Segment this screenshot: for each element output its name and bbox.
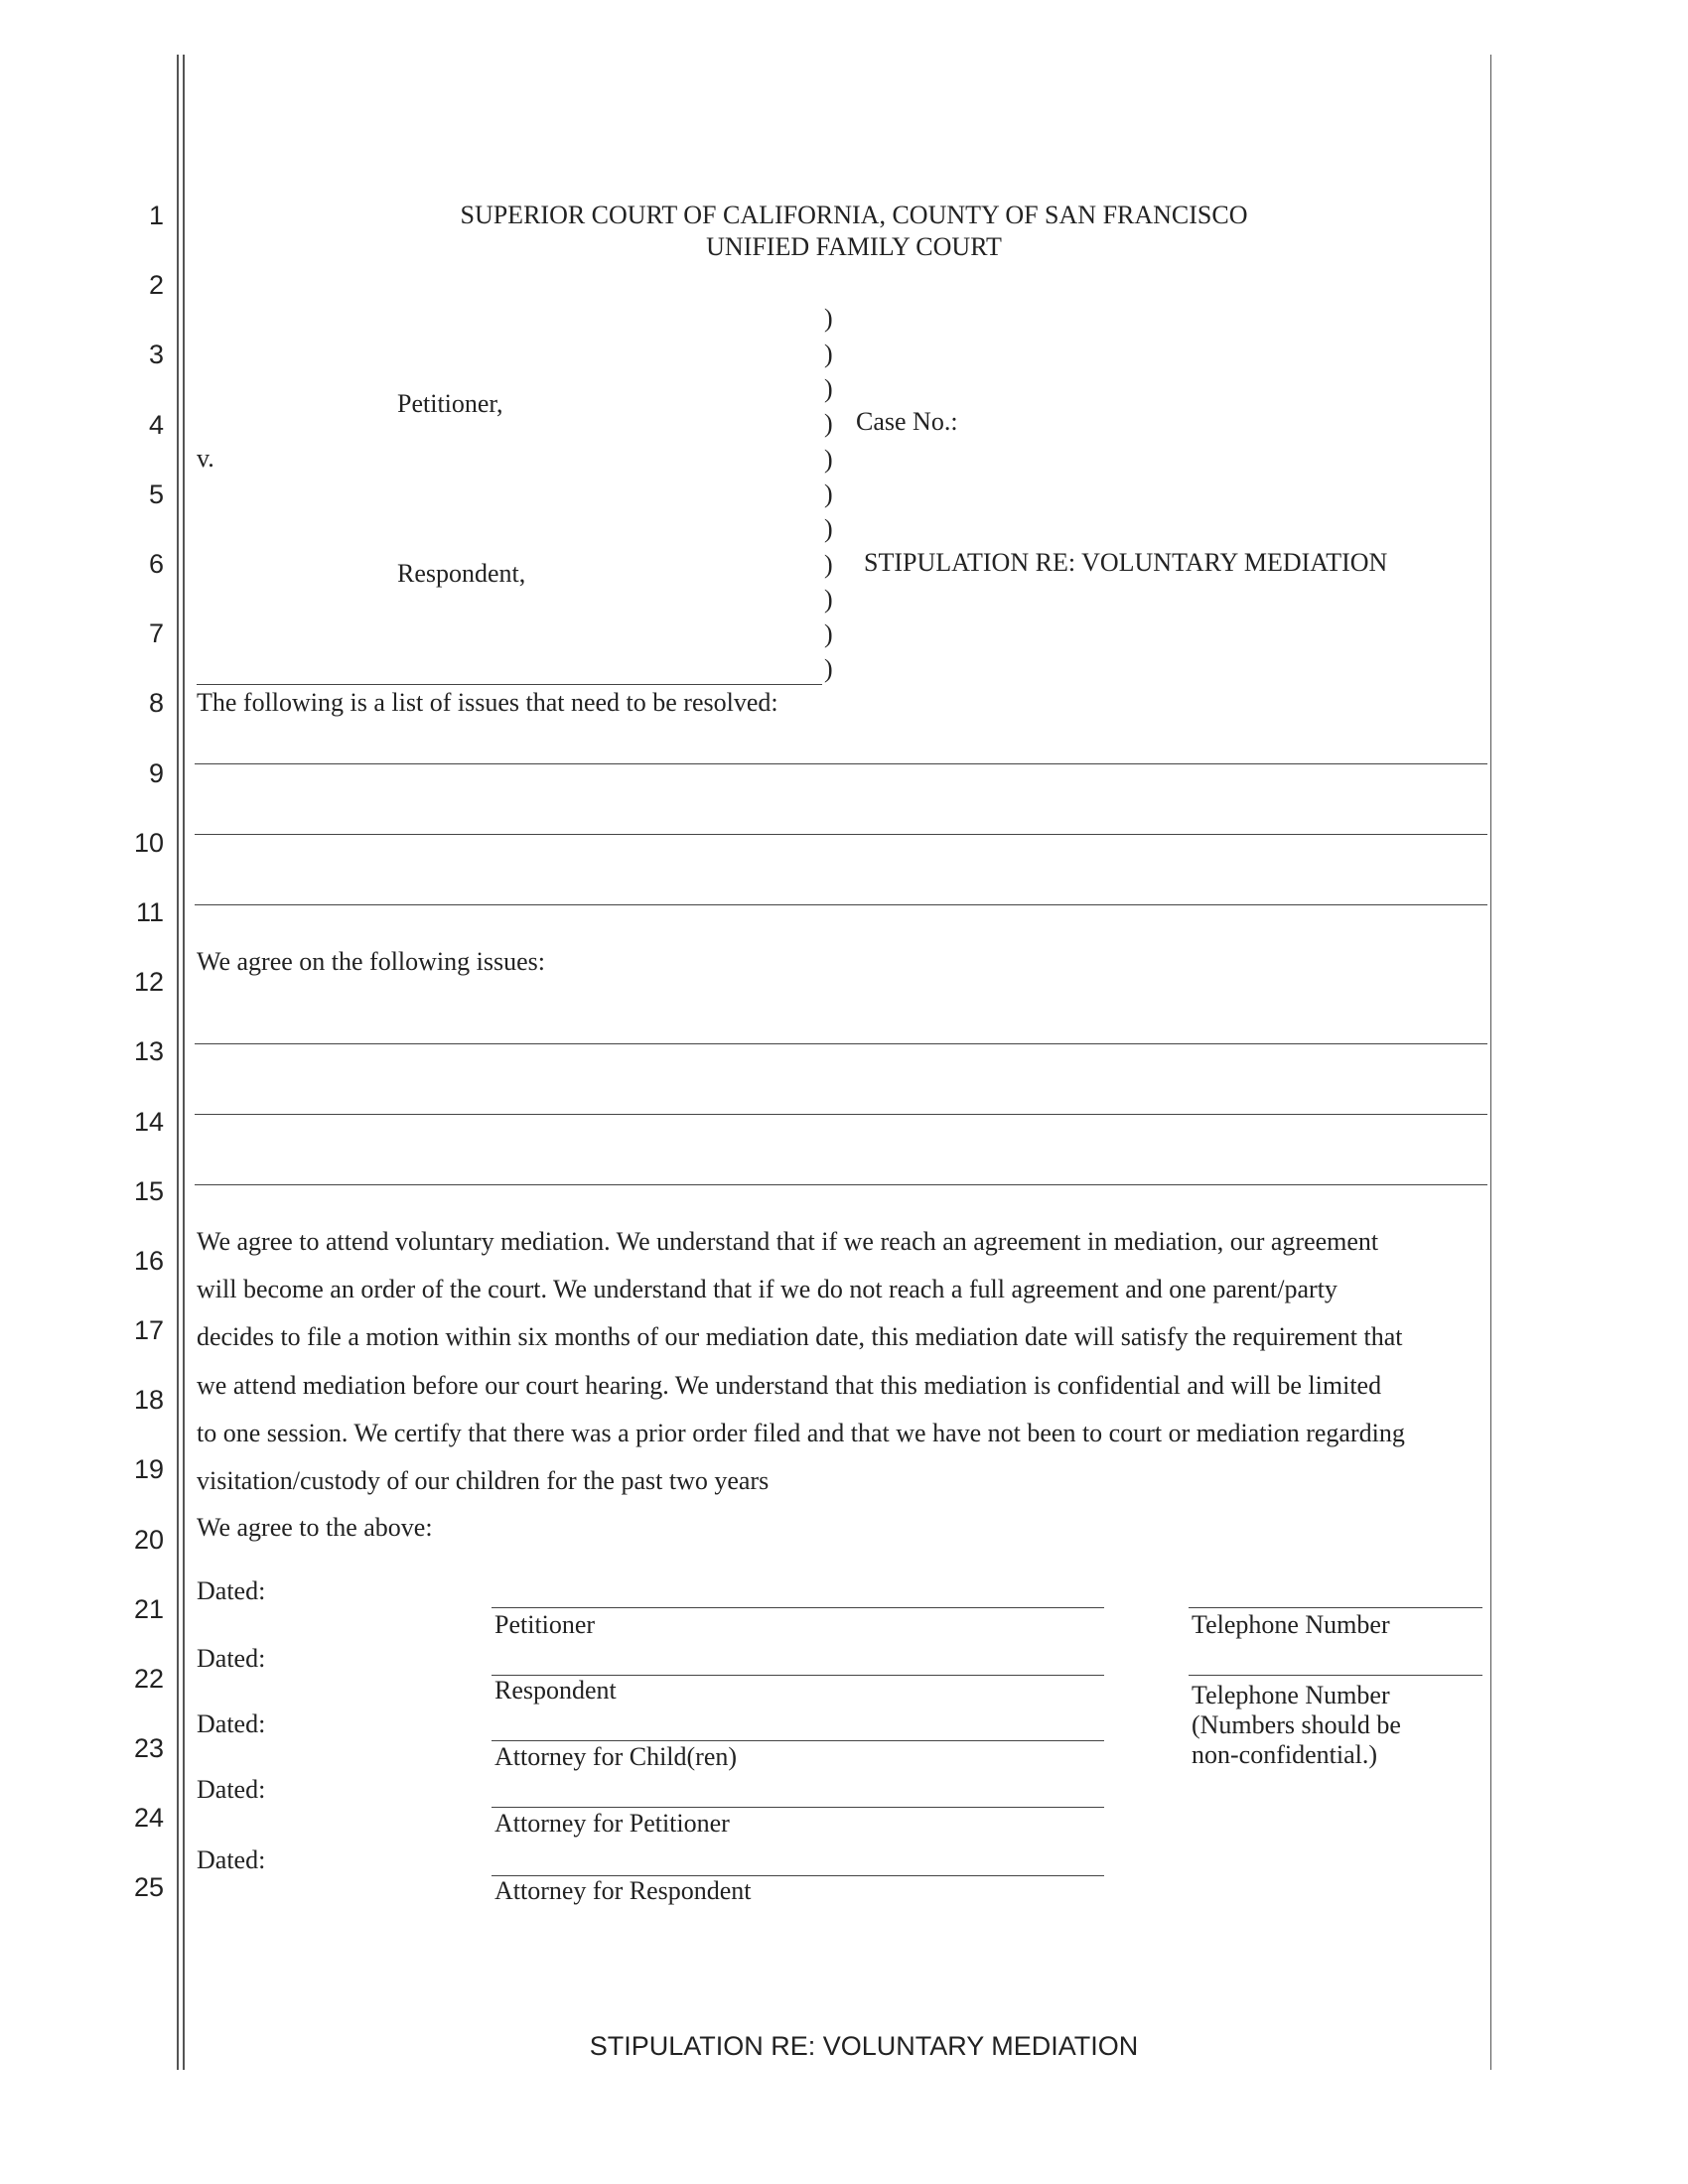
caption-paren: ) — [824, 340, 833, 368]
line-number: 22 — [133, 1664, 164, 1694]
agreed-issue-entry-line[interactable] — [195, 1043, 1487, 1044]
line-number: 11 — [135, 897, 164, 927]
caption-underline — [197, 684, 822, 685]
line-number: 21 — [133, 1594, 164, 1624]
right-margin-line — [1490, 55, 1491, 2070]
line-number: 3 — [148, 340, 164, 369]
footer-title: STIPULATION RE: VOLUNTARY MEDIATION — [589, 2031, 1139, 2061]
caption-paren: ) — [824, 654, 833, 683]
agreement-line: decides to file a motion within six months of our mediation date, this mediation date will satisfy the requirement that — [197, 1322, 1403, 1352]
dated-label: Dated: — [197, 1644, 266, 1673]
line-number: 23 — [133, 1733, 164, 1763]
telephone-note: (Numbers should be — [1192, 1710, 1401, 1739]
line-number: 15 — [133, 1176, 164, 1206]
agreement-line: will become an order of the court. We understand that if we do not reach a full agreement and one parent/party — [197, 1275, 1337, 1304]
caption-paren: ) — [824, 304, 833, 333]
agreement-paragraph — [197, 1218, 1507, 1505]
agreement-line: visitation/custody of our children for the past two years — [197, 1466, 770, 1496]
dated-label: Dated: — [197, 1576, 266, 1605]
agreement-line: we attend mediation before our court hearing. We understand that this mediation is confidential and will be limited — [197, 1370, 1382, 1400]
caption-paren: ) — [824, 514, 833, 543]
telephone-note: non-confidential.) — [1192, 1740, 1377, 1769]
issue-entry-line[interactable] — [195, 904, 1487, 905]
caption-paren: ) — [824, 445, 833, 474]
line-number: 25 — [133, 1872, 164, 1902]
issue-entry-line[interactable] — [195, 834, 1487, 835]
respondent-signature-label: Respondent — [494, 1676, 617, 1705]
document-title: STIPULATION RE: VOLUNTARY MEDIATION — [864, 548, 1388, 577]
line-number: 20 — [133, 1525, 164, 1555]
line-number: 14 — [133, 1107, 164, 1137]
petitioner-signature-label: Petitioner — [494, 1610, 596, 1639]
case-number-label: Case No.: — [856, 407, 958, 436]
unresolved-issues-label: The following is a list of issues that need to be resolved: — [197, 688, 778, 717]
line-number: 2 — [148, 270, 164, 300]
dated-label: Dated: — [197, 1845, 266, 1874]
caption-paren: ) — [824, 374, 833, 403]
line-number: 7 — [148, 618, 164, 648]
court-division: UNIFIED FAMILY COURT — [706, 232, 1002, 261]
left-margin-line-inner — [183, 55, 185, 2070]
agreement-line: We agree to attend voluntary mediation. We understand that if we reach an agreement in mediation, our agreement — [197, 1227, 1379, 1256]
agreement-line: to one session. We certify that there was a prior order filed and that we have not been to court or mediation regarding — [197, 1418, 1405, 1447]
telephone-label: Telephone Number — [1192, 1681, 1390, 1709]
attorney-child-signature-line[interactable] — [492, 1740, 1104, 1741]
line-number: 9 — [148, 758, 164, 788]
versus-label: v. — [197, 444, 214, 473]
caption-paren: ) — [824, 550, 833, 579]
attorney-petitioner-signature-line[interactable] — [492, 1807, 1104, 1808]
line-number: 10 — [133, 828, 164, 858]
line-number: 1 — [148, 201, 164, 230]
dated-label: Dated: — [197, 1709, 266, 1738]
left-margin-line-outer — [177, 55, 179, 2070]
caption-paren: ) — [824, 619, 833, 648]
line-number: 8 — [148, 688, 164, 718]
telephone-line[interactable] — [1189, 1675, 1482, 1676]
line-number: 4 — [148, 410, 164, 440]
attorney-petitioner-signature-label: Attorney for Petitioner — [494, 1809, 730, 1838]
telephone-label: Telephone Number — [1192, 1610, 1390, 1639]
agree-above-label: We agree to the above: — [197, 1513, 433, 1542]
line-number: 24 — [133, 1803, 164, 1833]
agreed-issue-entry-line[interactable] — [195, 1184, 1487, 1185]
caption-paren: ) — [824, 585, 833, 614]
line-number: 16 — [133, 1246, 164, 1276]
petitioner-label: Petitioner, — [397, 389, 503, 418]
line-number: 6 — [148, 549, 164, 579]
agreed-issues-label: We agree on the following issues: — [197, 947, 545, 976]
attorney-respondent-signature-label: Attorney for Respondent — [494, 1876, 752, 1905]
line-number: 12 — [133, 967, 164, 997]
caption-paren: ) — [824, 409, 833, 438]
petitioner-signature-line[interactable] — [492, 1607, 1104, 1608]
issue-entry-line[interactable] — [195, 763, 1487, 764]
telephone-line[interactable] — [1189, 1607, 1482, 1608]
line-number: 5 — [148, 479, 164, 509]
line-number: 19 — [133, 1454, 164, 1484]
caption-paren: ) — [824, 479, 833, 508]
line-number: 18 — [133, 1385, 164, 1415]
line-number: 17 — [133, 1315, 164, 1345]
court-name: SUPERIOR COURT OF CALIFORNIA, COUNTY OF SAN FRANCISCO — [460, 201, 1248, 229]
line-number: 13 — [133, 1036, 164, 1066]
dated-label: Dated: — [197, 1775, 266, 1804]
respondent-label: Respondent, — [397, 559, 526, 588]
agreed-issue-entry-line[interactable] — [195, 1114, 1487, 1115]
attorney-child-signature-label: Attorney for Child(ren) — [494, 1742, 738, 1771]
